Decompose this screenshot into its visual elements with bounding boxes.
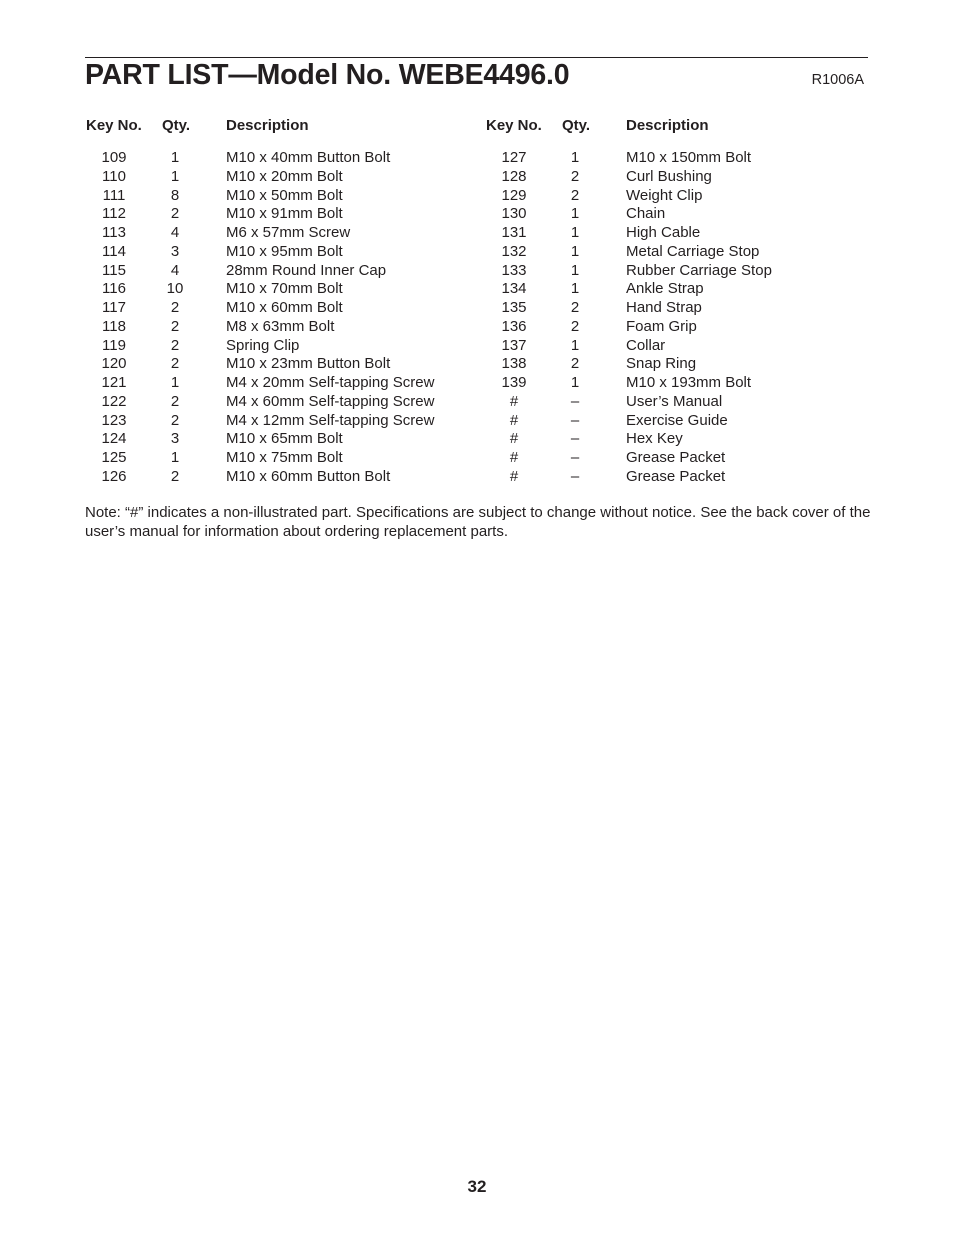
part-row	[85, 412, 465, 431]
part-description: Hand Strap	[626, 299, 702, 316]
part-row	[85, 337, 465, 356]
part-row	[85, 205, 465, 224]
part-qty: 2	[170, 299, 180, 316]
part-key-no: 130	[501, 205, 527, 223]
part-key-no: #	[509, 411, 519, 429]
part-key-no: 127	[501, 149, 527, 166]
part-key-no: 134	[501, 280, 527, 298]
part-key-no: 133	[501, 261, 527, 279]
part-qty: 2	[170, 355, 180, 373]
qty-header: Qty.	[162, 117, 191, 134]
part-description: Metal Carriage Stop	[626, 242, 760, 260]
part-qty: –	[570, 467, 580, 485]
part-row	[85, 168, 465, 187]
part-key-no: 122	[101, 392, 127, 410]
part-description: M10 x 70mm Bolt	[226, 280, 343, 298]
qty-header: Qty.	[562, 117, 591, 134]
part-row	[485, 412, 865, 431]
part-description: M10 x 65mm Bolt	[226, 430, 343, 448]
part-qty: 1	[570, 205, 580, 223]
part-description: Rubber Carriage Stop	[626, 261, 772, 279]
part-qty: 8	[170, 186, 180, 204]
part-key-no: 113	[102, 224, 126, 241]
part-qty: 10	[166, 280, 184, 298]
part-key-no: 123	[101, 411, 127, 429]
part-row	[85, 318, 465, 337]
part-key-no: 111	[102, 186, 126, 204]
part-row	[85, 243, 465, 262]
part-key-no: 125	[101, 449, 127, 466]
part-description: M10 x 60mm Bolt	[226, 299, 343, 316]
part-qty: –	[570, 430, 580, 448]
part-row	[85, 299, 465, 318]
part-qty: 3	[170, 242, 180, 260]
part-description: M6 x 57mm Screw	[226, 224, 351, 241]
part-description: M10 x 60mm Button Bolt	[226, 467, 391, 485]
part-qty: 2	[570, 167, 580, 185]
part-qty: 3	[170, 430, 180, 448]
page-title: PART LIST—Model No. WEBE4496.0	[85, 59, 570, 91]
part-qty: 1	[170, 167, 180, 185]
part-qty: 1	[170, 149, 180, 166]
part-row	[485, 337, 865, 356]
part-description: M10 x 50mm Bolt	[226, 186, 343, 204]
part-row	[85, 355, 465, 374]
part-description: User’s Manual	[626, 392, 723, 410]
description-header: Description	[626, 117, 709, 134]
part-qty: 2	[170, 317, 180, 335]
part-row	[485, 355, 865, 374]
part-row	[85, 468, 465, 487]
part-qty: –	[570, 411, 580, 429]
part-row	[85, 393, 465, 412]
part-row	[485, 430, 865, 449]
part-qty: 1	[170, 449, 180, 466]
part-row	[485, 318, 865, 337]
part-key-no: 117	[102, 299, 126, 316]
part-qty: 1	[570, 224, 580, 241]
part-row	[485, 205, 865, 224]
part-key-no: #	[509, 430, 519, 448]
part-description: M8 x 63mm Bolt	[226, 317, 335, 335]
part-description: Foam Grip	[626, 317, 697, 335]
part-row	[85, 262, 465, 281]
key-no-header: Key No.	[486, 117, 542, 134]
part-description: M4 x 60mm Self-tapping Screw	[226, 392, 435, 410]
part-key-no: 110	[102, 167, 126, 185]
part-key-no: 109	[101, 149, 127, 166]
part-row	[485, 243, 865, 262]
part-key-no: 114	[102, 242, 126, 260]
part-key-no: #	[509, 467, 519, 485]
part-key-no: 126	[101, 467, 127, 485]
part-qty: 2	[570, 355, 580, 373]
part-row	[485, 468, 865, 487]
part-key-no: 116	[102, 280, 126, 298]
part-row	[85, 449, 465, 468]
part-description: Spring Clip	[226, 336, 300, 354]
part-key-no: 119	[102, 336, 126, 354]
part-row	[485, 280, 865, 299]
part-description: M10 x 95mm Bolt	[226, 242, 343, 260]
part-description: Chain	[626, 205, 666, 223]
part-qty: 2	[570, 299, 580, 316]
part-qty: 2	[170, 411, 180, 429]
part-description: Collar	[626, 336, 666, 354]
part-key-no: 135	[501, 299, 527, 316]
part-row	[85, 187, 465, 206]
part-row	[85, 280, 465, 299]
description-header: Description	[226, 117, 309, 134]
part-qty: 2	[170, 336, 180, 354]
part-description: M10 x 150mm Bolt	[626, 149, 752, 166]
part-qty: 2	[170, 392, 180, 410]
part-key-no: 137	[501, 336, 527, 354]
part-qty: –	[570, 392, 580, 410]
part-qty: –	[570, 449, 580, 466]
part-row	[485, 393, 865, 412]
part-row	[485, 374, 865, 393]
part-qty: 4	[170, 261, 180, 279]
part-key-no: 129	[501, 186, 527, 204]
part-qty: 1	[570, 336, 580, 354]
part-key-no: 124	[101, 430, 127, 448]
part-description: Exercise Guide	[626, 411, 728, 429]
part-key-no: 128	[501, 167, 527, 185]
part-row	[85, 149, 465, 168]
part-description: Grease Packet	[626, 449, 726, 466]
part-description: M10 x 91mm Bolt	[226, 205, 343, 223]
part-qty: 2	[570, 186, 580, 204]
part-description: M10 x 40mm Button Bolt	[226, 149, 391, 166]
key-no-header: Key No.	[86, 117, 142, 134]
part-qty: 1	[570, 242, 580, 260]
part-key-no: 136	[501, 317, 527, 335]
part-key-no: 121	[101, 374, 127, 391]
part-key-no: 115	[102, 261, 126, 279]
part-description: Ankle Strap	[626, 280, 704, 298]
part-row	[485, 149, 865, 168]
part-qty: 1	[170, 374, 180, 391]
part-description: M4 x 20mm Self-tapping Screw	[226, 374, 435, 391]
part-key-no: #	[509, 449, 519, 466]
part-description: Snap Ring	[626, 355, 697, 373]
part-key-no: 118	[102, 317, 126, 335]
part-row	[485, 449, 865, 468]
part-key-no: 132	[501, 242, 527, 260]
part-description: Weight Clip	[626, 186, 703, 204]
part-row	[85, 430, 465, 449]
part-qty: 1	[570, 261, 580, 279]
part-row	[85, 374, 465, 393]
part-description: High Cable	[626, 224, 701, 241]
part-key-no: 138	[501, 355, 527, 373]
footnote: Note: “#” indicates a non-illustrated part. Specifications are subject to change without notice. See the back cover of the user’s manual for information about ordering replacement parts.	[85, 504, 871, 540]
part-rows-left	[85, 149, 465, 487]
part-key-no: 120	[101, 355, 127, 373]
part-key-no: 139	[501, 374, 527, 391]
part-row	[485, 299, 865, 318]
part-description: Grease Packet	[626, 467, 726, 485]
document-code: R1006A	[811, 72, 864, 88]
part-key-no: 131	[501, 224, 527, 241]
part-qty: 2	[170, 205, 180, 223]
part-description: 28mm Round Inner Cap	[226, 261, 387, 279]
page-number: 32	[467, 1177, 487, 1196]
part-description: M10 x 23mm Button Bolt	[226, 355, 391, 373]
part-rows-right	[485, 149, 865, 487]
part-description: M10 x 20mm Bolt	[226, 167, 343, 185]
part-row	[485, 168, 865, 187]
part-description: M10 x 193mm Bolt	[626, 374, 752, 391]
part-row	[85, 224, 465, 243]
part-key-no: 112	[102, 205, 126, 223]
part-description: Curl Bushing	[626, 167, 712, 185]
part-row	[485, 187, 865, 206]
part-row	[485, 224, 865, 243]
part-qty: 2	[570, 317, 580, 335]
part-qty: 1	[570, 280, 580, 298]
part-qty: 1	[570, 149, 580, 166]
part-qty: 4	[170, 224, 180, 241]
part-row	[485, 262, 865, 281]
part-description: Hex Key	[626, 430, 683, 448]
part-description: M4 x 12mm Self-tapping Screw	[226, 411, 435, 429]
part-key-no: #	[509, 392, 519, 410]
part-qty: 1	[570, 374, 580, 391]
part-description: M10 x 75mm Bolt	[226, 449, 343, 466]
part-qty: 2	[170, 467, 180, 485]
